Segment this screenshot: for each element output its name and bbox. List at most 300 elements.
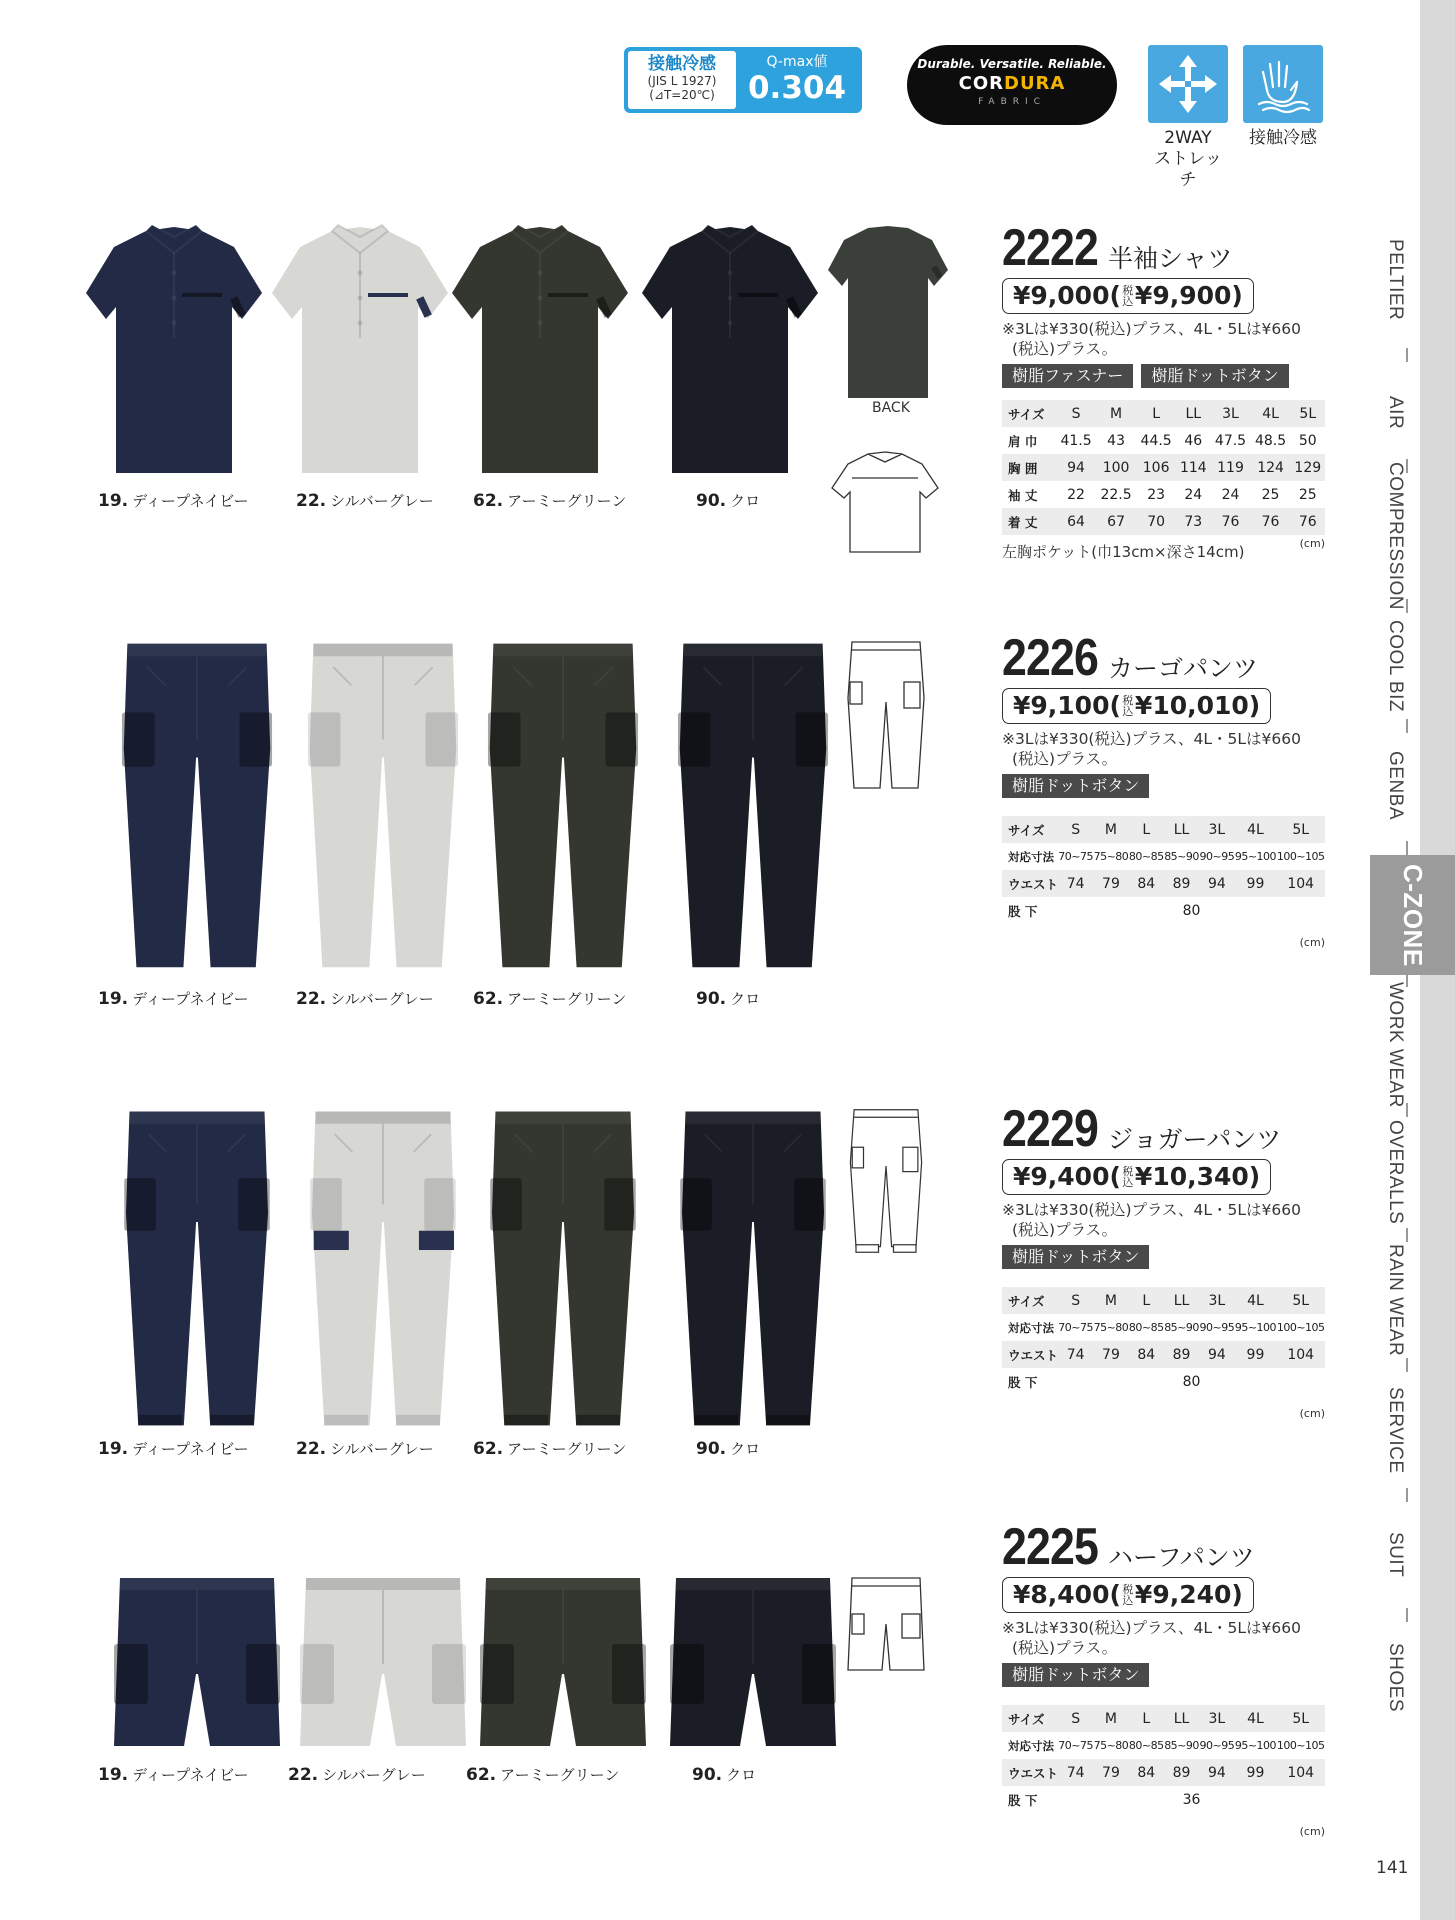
jogger-pants-image-62 <box>478 1108 648 1428</box>
jogger-pants-image-62-drawing <box>478 1108 648 1428</box>
waist-cell: 89 <box>1164 870 1199 897</box>
jogger-pants-image-22 <box>298 1108 468 1428</box>
cargo-pants-image-19 <box>112 640 282 970</box>
note-line-1: ※3Lは¥330(税込)プラス、4L・5Lは¥660 <box>1002 1201 1301 1219</box>
waist-cell: 94 <box>1199 1341 1234 1368</box>
color-code: 19. <box>98 989 129 1009</box>
color-label <box>98 1764 249 1785</box>
qmax-box <box>736 51 858 109</box>
tag-resin-dot-button: 樹脂ドットボタン <box>1002 1663 1149 1687</box>
fit-cell: 75~80 <box>1093 1739 1129 1752</box>
cordura-tagline: Durable. Versatile. Reliable. <box>917 57 1107 71</box>
tax-mark-bottom: 込 <box>1122 1594 1134 1607</box>
cool-touch-feature <box>1243 45 1323 149</box>
size-surcharge-note <box>1002 729 1327 769</box>
pocket-note: 左胸ポケット(巾13cm×深さ14cm) <box>1002 543 1245 561</box>
cell: 22 <box>1067 486 1085 503</box>
nav-tab-air[interactable] <box>1370 365 1420 460</box>
color-code: 62. <box>473 1439 504 1459</box>
nav-tab-rain-wear[interactable] <box>1370 1240 1420 1360</box>
tag-resin-dot-button: 樹脂ドットボタン <box>1002 774 1149 798</box>
sleeve-row <box>1002 481 1325 508</box>
size-table <box>1002 1287 1325 1395</box>
color-code: 19. <box>98 1439 129 1459</box>
size-cell: S <box>1058 1705 1093 1732</box>
feature-tags <box>1002 1663 1327 1687</box>
jogger-pants-image-90-drawing <box>668 1108 838 1428</box>
nav-tab-label: OVERALLS <box>1385 1120 1406 1225</box>
jogger-pants-image-19 <box>112 1108 282 1428</box>
shoulder-row <box>1002 427 1325 454</box>
size-cell: 3L <box>1199 1705 1234 1732</box>
unit-label: (cm) <box>1299 537 1325 550</box>
fit-cell: 80~85 <box>1128 1321 1164 1334</box>
color-label <box>473 490 626 511</box>
inseam-cell: 80 <box>1182 1373 1201 1390</box>
color-label <box>466 1764 619 1785</box>
cell: 50 <box>1298 432 1317 449</box>
nav-tab-genba[interactable] <box>1370 732 1420 840</box>
cell: 70 <box>1136 508 1176 535</box>
size-header-label: サイズ <box>1002 400 1056 427</box>
size-l: L <box>1136 400 1176 427</box>
price-box: ¥9,400 ( 税 込 ¥10,340 ) <box>1002 1159 1271 1195</box>
fit-cell: 95~100 <box>1234 1321 1277 1334</box>
size-surcharge-note <box>1002 1618 1327 1658</box>
product-2229 <box>1002 1101 1327 1420</box>
size-cell: L <box>1129 1287 1164 1314</box>
color-label <box>696 1438 760 1459</box>
cool-touch-title: 接触冷感 <box>648 54 716 74</box>
color-name: アーミーグリーン <box>507 492 627 510</box>
product-heading <box>1002 1518 1327 1576</box>
size-cell: 4L <box>1235 1287 1277 1314</box>
color-code: 62. <box>473 989 504 1009</box>
size-cell: 5L <box>1276 816 1325 843</box>
price-in-tax: ¥9,240 <box>1134 1580 1232 1609</box>
size-cell: 5L <box>1276 1705 1325 1732</box>
nav-separator <box>1406 841 1408 855</box>
fit-cell: 90~95 <box>1199 1321 1235 1334</box>
cell: 94 <box>1056 454 1096 481</box>
fit-cell: 70~75 <box>1058 1739 1094 1752</box>
fit-cell: 70~75 <box>1058 1321 1094 1334</box>
color-name: クロ <box>730 492 761 510</box>
shirt-image-62-drawing <box>450 222 630 484</box>
color-name: クロ <box>730 1440 761 1458</box>
fit-cell: 80~85 <box>1128 850 1164 863</box>
price-ex-tax: ¥9,400 <box>1013 1162 1110 1191</box>
note-line-2: (税込)プラス。 <box>1012 1221 1118 1239</box>
half-pants-image-19 <box>112 1574 282 1749</box>
feature-tags <box>1002 774 1327 798</box>
cell: 24 <box>1184 486 1203 503</box>
product-code: 2229 <box>1002 1100 1099 1158</box>
half-pants-image-22 <box>298 1574 468 1749</box>
fit-cell: 85~90 <box>1164 1739 1199 1752</box>
nav-tab-label: PELTIER <box>1385 239 1406 321</box>
cell: 124 <box>1251 454 1291 481</box>
price-in-tax: ¥9,900 <box>1134 281 1232 310</box>
inseam-cell: 80 <box>1182 902 1201 919</box>
fit-row <box>1002 1732 1325 1759</box>
cool-touch-cond: (⊿T=20℃) <box>649 88 715 102</box>
color-label <box>98 1438 249 1459</box>
price-in-tax: ¥10,010 <box>1134 691 1249 720</box>
waist-cell: 79 <box>1093 1341 1128 1368</box>
cordura-brand <box>907 72 1117 96</box>
fit-cell: 95~100 <box>1234 850 1277 863</box>
size-header-row <box>1002 1287 1325 1314</box>
size-cell: 4L <box>1235 1705 1277 1732</box>
cell: 106 <box>1136 454 1176 481</box>
size-cell: M <box>1093 816 1128 843</box>
cool-touch-badge <box>624 47 862 113</box>
inseam-row <box>1002 1786 1325 1813</box>
cell: 76 <box>1291 508 1325 535</box>
product-name: カーゴパンツ <box>1108 654 1259 683</box>
tag-resin-zipper: 樹脂ファスナー <box>1002 364 1133 388</box>
nav-tab-overalls[interactable] <box>1370 1115 1420 1230</box>
cargo-pants-image-22-drawing <box>298 640 468 970</box>
product-name: 半袖シャツ <box>1108 244 1233 273</box>
note-line-2: (税込)プラス。 <box>1012 340 1118 358</box>
nav-tab-label: C-ZONE <box>1398 863 1428 967</box>
nav-separator <box>1406 599 1408 613</box>
tax-in-mark <box>1121 695 1135 717</box>
cordura-sub: FABRIC <box>978 97 1046 107</box>
color-name: ディープネイビー <box>132 1440 249 1458</box>
cell: 22.5 <box>1100 486 1132 503</box>
inseam-row <box>1002 1368 1325 1395</box>
tax-mark-bottom: 込 <box>1122 705 1134 718</box>
cell: 47.5 <box>1214 432 1247 449</box>
color-code: 22. <box>296 1439 327 1459</box>
cell: 64 <box>1056 508 1096 535</box>
size-surcharge-note <box>1002 1200 1327 1240</box>
size-cell: L <box>1129 816 1164 843</box>
feature-tags <box>1002 1245 1327 1269</box>
shirt-back-image-drawing <box>828 222 948 402</box>
fit-cell: 75~80 <box>1093 1321 1129 1334</box>
nav-tab-peltier[interactable] <box>1370 215 1420 345</box>
product-code: 2225 <box>1002 1518 1099 1576</box>
waist-cell: 89 <box>1164 1759 1199 1786</box>
row-label: 肩 巾 <box>1008 433 1038 449</box>
nav-tab-label: WORK WEAR <box>1385 982 1406 1108</box>
note-line-2: (税込)プラス。 <box>1012 1639 1118 1657</box>
cell: 23 <box>1147 486 1166 503</box>
half-pants-image-90-drawing <box>668 1574 838 1749</box>
shirt-image-22-drawing <box>270 222 450 484</box>
waist-cell: 99 <box>1235 1341 1277 1368</box>
price-ex-tax: ¥9,100 <box>1013 691 1110 720</box>
nav-separator <box>1406 719 1408 733</box>
row-label: 胸 囲 <box>1002 454 1056 481</box>
cargo-pants-line-drawing <box>846 638 926 798</box>
color-name: シルバーグレー <box>330 1440 434 1458</box>
waist-row <box>1002 1759 1325 1786</box>
color-label <box>473 1438 626 1459</box>
nav-tab-cool-biz[interactable] <box>1370 612 1420 720</box>
cell: 73 <box>1176 508 1210 535</box>
size-cell: M <box>1093 1287 1128 1314</box>
note-line-1: ※3Lは¥330(税込)プラス、4L・5Lは¥660 <box>1002 730 1301 748</box>
waist-cell: 94 <box>1199 870 1234 897</box>
half-pants-image-19-drawing <box>112 1574 282 1749</box>
size-header-label: サイズ <box>1002 816 1058 843</box>
shirt-image-19 <box>84 222 264 484</box>
waist-cell: 74 <box>1058 870 1093 897</box>
fit-cell: 85~90 <box>1164 850 1199 863</box>
cell: 76 <box>1251 508 1291 535</box>
half-pants-line-drawing-drawing <box>846 1574 926 1674</box>
cargo-pants-image-62-drawing <box>478 640 648 970</box>
cell: 24 <box>1221 486 1240 503</box>
cordura-brand-a: COR <box>958 73 1004 94</box>
waist-cell: 74 <box>1058 1341 1093 1368</box>
hand-cool-icon <box>1243 45 1323 123</box>
shirt-image-90 <box>640 222 820 484</box>
color-label <box>692 1764 756 1785</box>
waist-cell: 104 <box>1276 870 1325 897</box>
row-label: 対応寸法 <box>1008 1738 1054 1753</box>
nav-tab-c-zone[interactable] <box>1370 855 1455 975</box>
inseam-row <box>1002 897 1325 924</box>
shirt-line-drawing-drawing <box>830 448 940 558</box>
half-pants-image-62-drawing <box>478 1574 648 1749</box>
unit-label: (cm) <box>1299 936 1325 949</box>
nav-tab-label: SUIT <box>1385 1532 1406 1578</box>
row-label: 股 下 <box>1008 903 1038 919</box>
price-box: ¥9,000 ( 税 込 ¥9,900 ) <box>1002 278 1254 314</box>
nav-tab-service[interactable] <box>1370 1370 1420 1490</box>
shirt-image-22 <box>270 222 450 484</box>
fit-cell: 95~100 <box>1234 1739 1277 1752</box>
color-name: ディープネイビー <box>132 1766 249 1784</box>
nav-tab-suit[interactable] <box>1370 1500 1420 1610</box>
qmax-label: Q-max値 <box>766 54 828 70</box>
unit-label: (cm) <box>1299 1407 1325 1420</box>
page-number: 141 <box>1376 1858 1409 1878</box>
nav-separator <box>1406 348 1408 362</box>
jogger-pants-line-drawing <box>846 1106 926 1256</box>
cell: 129 <box>1291 454 1325 481</box>
cordura-logo <box>907 45 1117 125</box>
fit-cell: 100~105 <box>1276 1321 1325 1334</box>
row-label: 対応寸法 <box>1008 849 1054 864</box>
fit-cell: 100~105 <box>1276 850 1325 863</box>
stretch-label-2: ストレッチ <box>1154 149 1222 190</box>
shirt-image-90-drawing <box>640 222 820 484</box>
cool-touch-standard <box>628 51 736 109</box>
nav-tab-label: GENBA <box>1385 751 1406 821</box>
note-line-1: ※3Lは¥330(税込)プラス、4L・5Lは¥660 <box>1002 1619 1301 1637</box>
shirt-image-19-drawing <box>84 222 264 484</box>
cordura-brand-b: DURA <box>1004 73 1066 94</box>
size-5l: 5L <box>1291 400 1325 427</box>
stretch-arrows-icon <box>1148 45 1228 123</box>
cell: 44.5 <box>1140 432 1172 449</box>
fit-cell: 85~90 <box>1164 1321 1199 1334</box>
nav-tab-shoes[interactable] <box>1370 1620 1420 1735</box>
half-pants-image-22-drawing <box>298 1574 468 1749</box>
cargo-pants-image-22 <box>298 640 468 970</box>
product-2226 <box>1002 630 1327 949</box>
color-label <box>696 988 760 1009</box>
price-in-tax: ¥10,340 <box>1134 1162 1249 1191</box>
color-label <box>98 988 249 1009</box>
row-label: ウエスト <box>1002 1759 1058 1786</box>
product-2225 <box>1002 1519 1327 1838</box>
nav-tab-compression[interactable] <box>1370 461 1420 611</box>
half-pants-image-62 <box>478 1574 648 1749</box>
unit-label: (cm) <box>1299 1825 1325 1838</box>
tax-mark-bottom: 込 <box>1122 295 1134 308</box>
stretch-feature <box>1148 45 1228 191</box>
cell: 46 <box>1184 432 1203 449</box>
nav-tab-label: RAIN WEAR <box>1385 1243 1406 1357</box>
waist-cell: 79 <box>1093 1759 1128 1786</box>
cargo-pants-image-19-drawing <box>112 640 282 970</box>
size-m: M <box>1096 400 1136 427</box>
color-code: 22. <box>296 989 327 1009</box>
row-label: 股 下 <box>1008 1374 1038 1390</box>
cell: 25 <box>1298 486 1317 503</box>
color-name: クロ <box>730 990 761 1008</box>
size-table <box>1002 1705 1325 1813</box>
size-cell: M <box>1093 1705 1128 1732</box>
nav-tab-label: COOL BIZ <box>1385 620 1406 712</box>
tax-mark-top: 税 <box>1122 284 1134 297</box>
waist-cell: 84 <box>1129 870 1164 897</box>
shirt-image-62 <box>450 222 630 484</box>
size-cell: LL <box>1164 1287 1199 1314</box>
size-header-row <box>1002 1705 1325 1732</box>
waist-cell: 84 <box>1129 1341 1164 1368</box>
nav-tab-label: COMPRESSION <box>1385 461 1406 611</box>
size-s: S <box>1056 400 1096 427</box>
row-label: 着 丈 <box>1002 508 1056 535</box>
waist-cell: 89 <box>1164 1341 1199 1368</box>
color-name: ディープネイビー <box>132 492 249 510</box>
color-code: 90. <box>692 1765 723 1785</box>
price-box: ¥9,100 ( 税 込 ¥10,010 ) <box>1002 688 1271 724</box>
color-label <box>473 988 626 1009</box>
nav-tab-label: AIR <box>1385 395 1406 430</box>
size-cell: LL <box>1164 816 1199 843</box>
jogger-pants-image-22-drawing <box>298 1108 468 1428</box>
tax-mark-top: 税 <box>1122 1583 1134 1596</box>
row-label: ウエスト <box>1002 870 1058 897</box>
color-name: アーミーグリーン <box>507 990 627 1008</box>
color-code: 22. <box>296 491 327 511</box>
cargo-pants-image-90 <box>668 640 838 970</box>
fit-row <box>1002 1314 1325 1341</box>
tax-mark-bottom: 込 <box>1122 1176 1134 1189</box>
size-header-label: サイズ <box>1002 1287 1058 1314</box>
color-name: シルバーグレー <box>322 1766 426 1784</box>
cool-touch-label: 接触冷感 <box>1249 128 1317 148</box>
size-ll: LL <box>1176 400 1210 427</box>
size-surcharge-note <box>1002 319 1327 359</box>
color-name: シルバーグレー <box>330 990 434 1008</box>
jogger-pants-line-drawing-drawing <box>846 1106 926 1256</box>
product-2222 <box>1002 220 1327 550</box>
half-pants-image-90 <box>668 1574 838 1749</box>
color-label <box>296 1438 434 1459</box>
color-label <box>288 1764 426 1785</box>
color-name: アーミーグリーン <box>500 1766 620 1784</box>
shirt-line-drawing <box>830 448 940 558</box>
product-code: 2222 <box>1002 219 1099 277</box>
cell: 48.5 <box>1254 432 1287 449</box>
cell: 114 <box>1176 454 1210 481</box>
cell: 67 <box>1096 508 1136 535</box>
waist-cell: 84 <box>1129 1759 1164 1786</box>
chest-row <box>1002 454 1325 481</box>
nav-tab-label: SHOES <box>1385 1642 1406 1713</box>
row-label: ウエスト <box>1002 1341 1058 1368</box>
back-label: BACK <box>872 400 910 416</box>
size-4l: 4L <box>1251 400 1291 427</box>
color-name: ディープネイビー <box>132 990 249 1008</box>
product-name: ジョガーパンツ <box>1108 1125 1282 1154</box>
feature-tags <box>1002 364 1327 388</box>
row-label: 股 下 <box>1008 1792 1038 1808</box>
size-header-row <box>1002 816 1325 843</box>
note-line-1: ※3Lは¥330(税込)プラス、4L・5Lは¥660 <box>1002 320 1301 338</box>
fit-row <box>1002 843 1325 870</box>
waist-cell: 94 <box>1199 1759 1234 1786</box>
nav-separator <box>1406 459 1408 473</box>
cell: 100 <box>1096 454 1136 481</box>
shirt-back-image <box>828 222 948 402</box>
half-pants-line-drawing <box>846 1574 926 1674</box>
fit-cell: 75~80 <box>1093 850 1129 863</box>
tax-in-mark <box>1121 1166 1135 1188</box>
fit-cell: 100~105 <box>1276 1739 1325 1752</box>
color-name: クロ <box>726 1766 757 1784</box>
color-label <box>296 490 434 511</box>
note-line-2: (税込)プラス。 <box>1012 750 1118 768</box>
product-heading <box>1002 1100 1327 1158</box>
color-label <box>696 490 760 511</box>
color-code: 90. <box>696 989 727 1009</box>
tax-in-mark <box>1121 285 1135 307</box>
cell: 41.5 <box>1060 432 1092 449</box>
price-box: ¥8,400 ( 税 込 ¥9,240 ) <box>1002 1577 1254 1613</box>
cool-touch-std: (JIS L 1927) <box>647 74 717 88</box>
size-header-label: サイズ <box>1002 1705 1058 1732</box>
jogger-pants-image-90 <box>668 1108 838 1428</box>
color-label <box>98 490 249 511</box>
waist-row <box>1002 870 1325 897</box>
price-ex-tax: ¥8,400 <box>1013 1580 1110 1609</box>
nav-tab-work-wear[interactable] <box>1370 982 1420 1108</box>
waist-row <box>1002 1341 1325 1368</box>
waist-cell: 99 <box>1235 870 1277 897</box>
tag-resin-dot-button: 樹脂ドットボタン <box>1002 1245 1149 1269</box>
color-code: 22. <box>288 1765 319 1785</box>
waist-cell: 104 <box>1276 1759 1325 1786</box>
row-label: 袖 丈 <box>1008 487 1038 503</box>
cell: 119 <box>1210 454 1250 481</box>
tax-mark-top: 税 <box>1122 694 1134 707</box>
cell: 25 <box>1261 486 1280 503</box>
cargo-pants-image-90-drawing <box>668 640 838 970</box>
length-row <box>1002 508 1325 535</box>
